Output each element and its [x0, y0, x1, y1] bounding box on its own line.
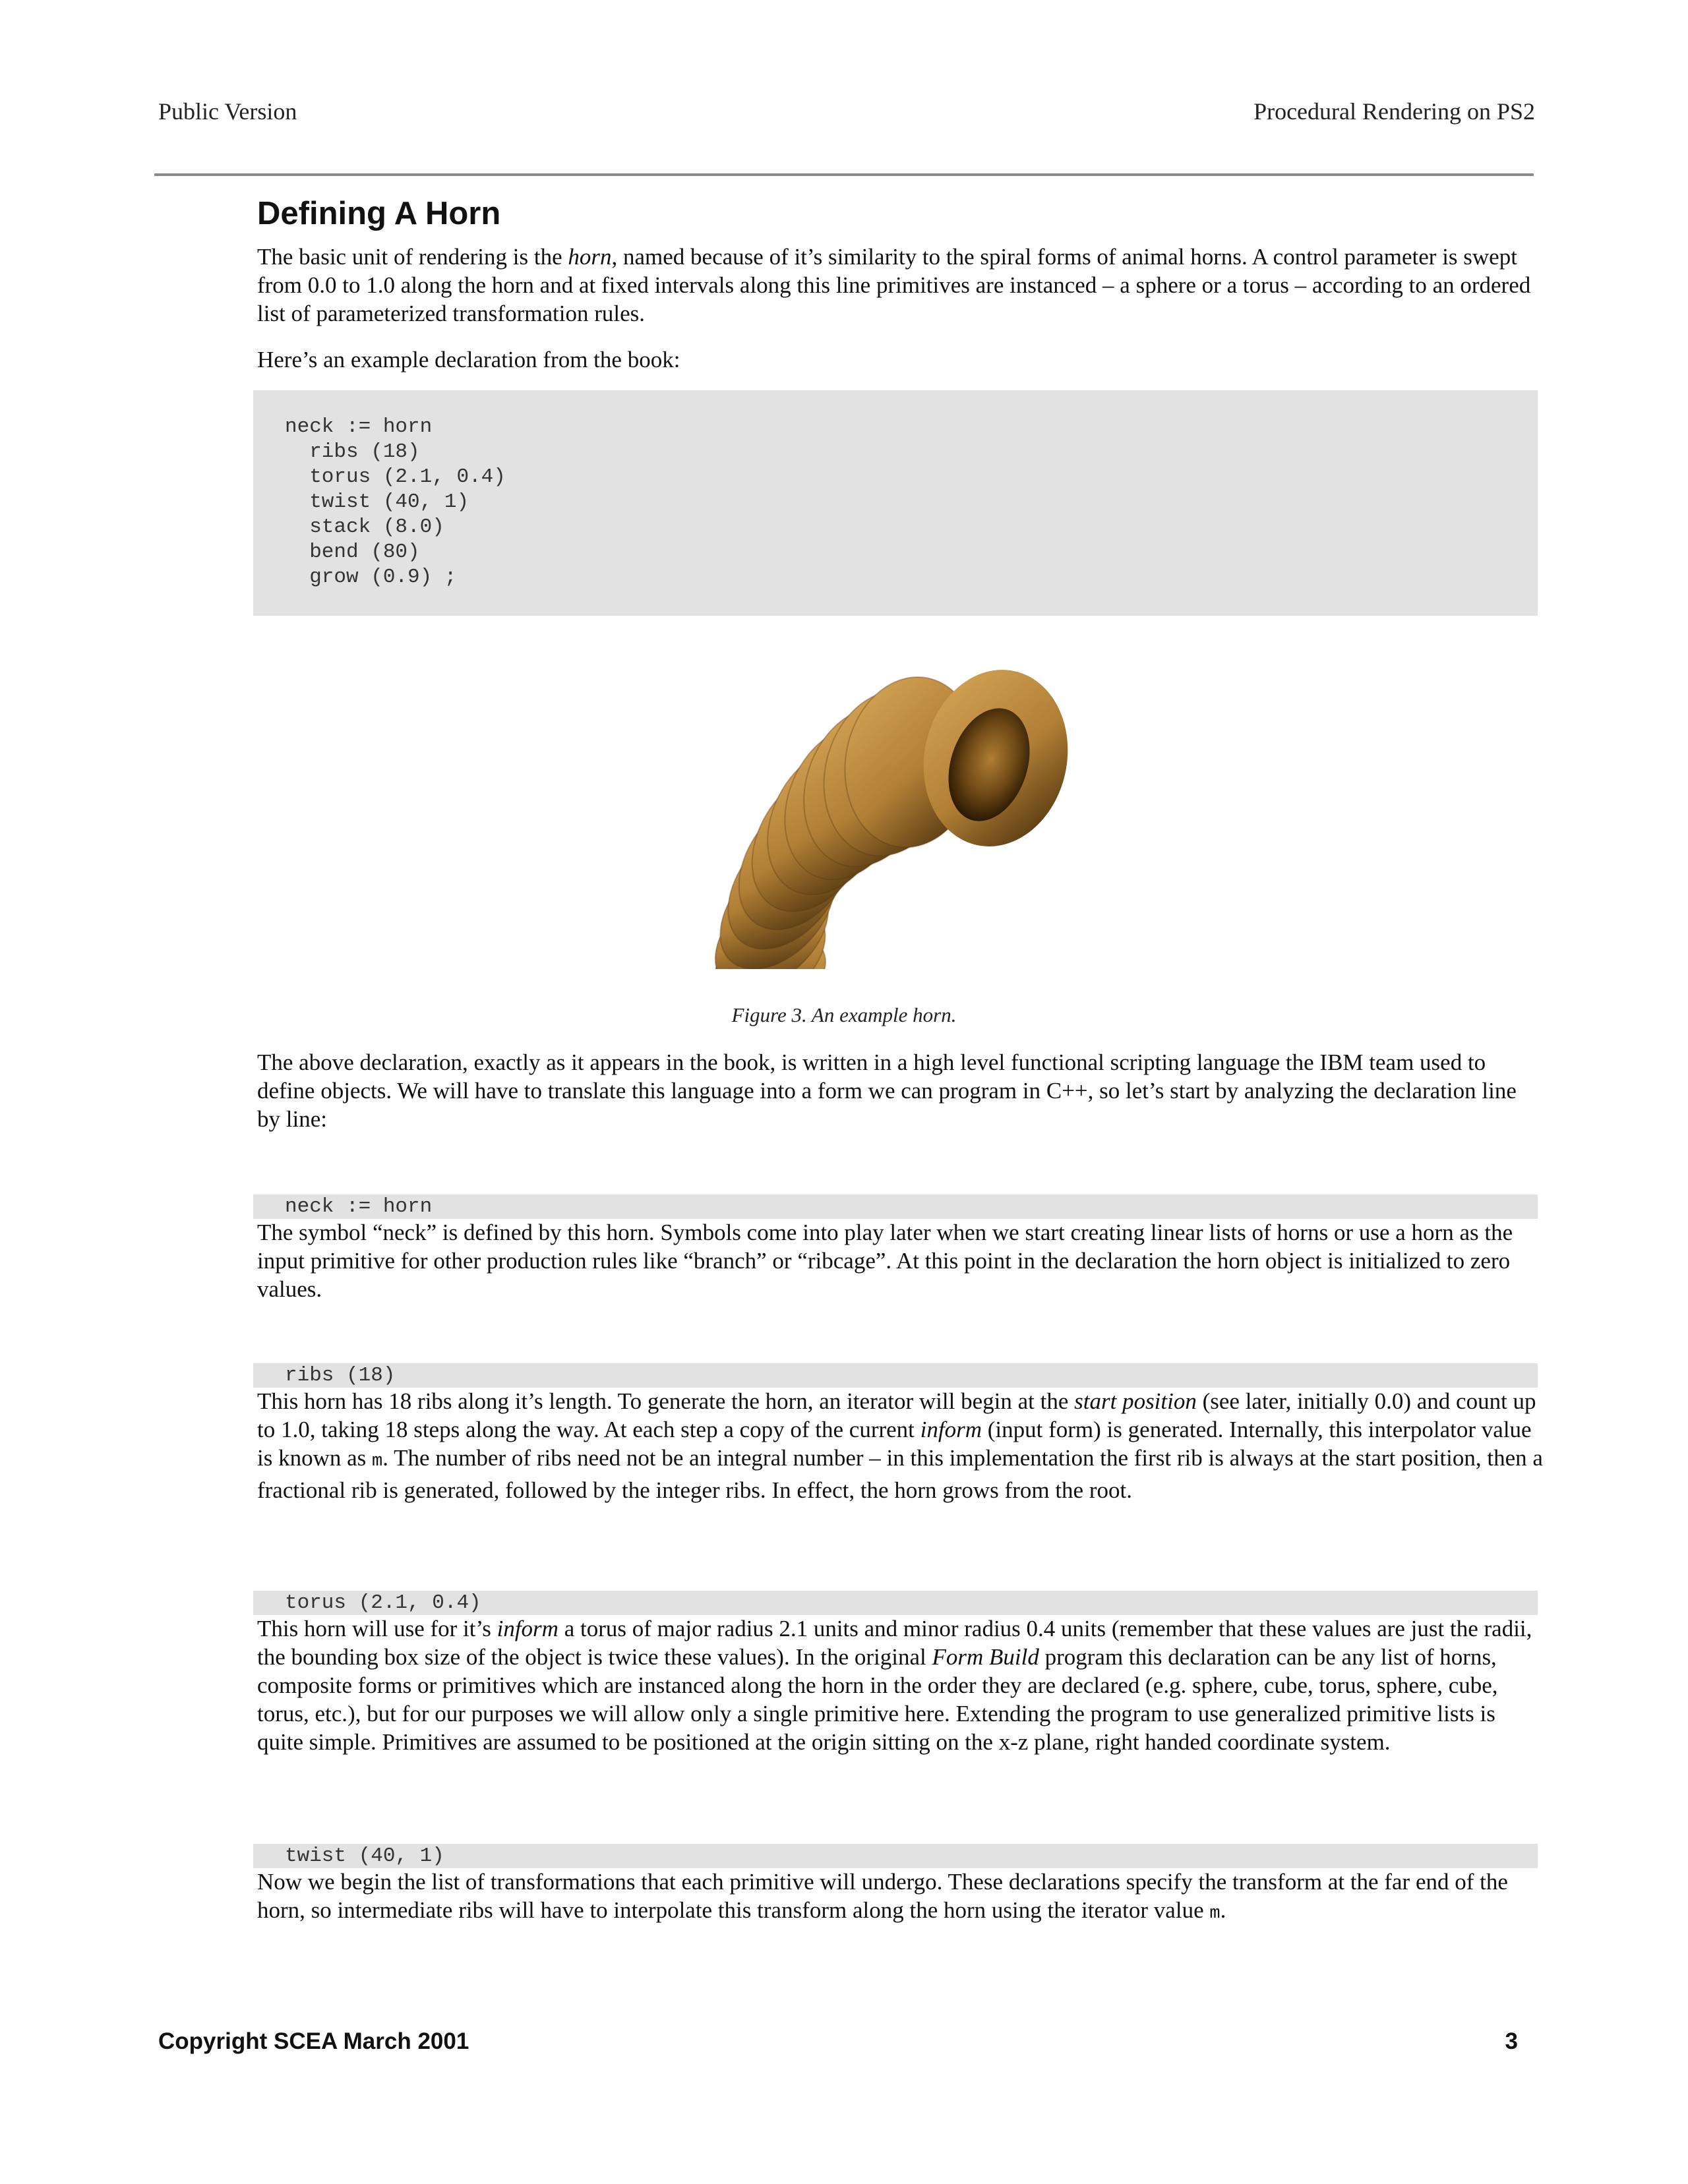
- torus-emphasis-form-build: Form Build: [932, 1644, 1039, 1670]
- ribs-text-3: (input form) is generated. Internally, this interpolator value is known as: [257, 1417, 1532, 1471]
- declaration-desc-ribs: [257, 1387, 1543, 1504]
- intro-text-1: The basic unit of rendering is the: [257, 244, 568, 270]
- ribs-emphasis-start-position: start position: [1074, 1388, 1197, 1414]
- declaration-code-neck: [253, 1195, 1538, 1219]
- twist-code-m: m: [1209, 1904, 1221, 1924]
- section-title: Defining A Horn: [257, 196, 501, 231]
- ribs-emphasis-inform: inform: [920, 1417, 982, 1442]
- declaration-desc-torus: [257, 1614, 1543, 1756]
- code-line: bend (80): [285, 541, 420, 564]
- torus-text-2: a torus of major radius 2.1 units and minor radius 0.4 units (remember that these values are just the radii, the bounding box size of the object is twice these values). In the original: [257, 1616, 1532, 1670]
- code-block: [253, 390, 1538, 616]
- intro-emphasis-horn: horn: [568, 244, 612, 270]
- analysis-intro: The above declaration, exactly as it appears in the book, is written in a high level functional scripting language the IBM team used to define objects. We will have to translate this language into a form we can program in C++, so let’s start by analyzing the declaration line by line:: [257, 1049, 1517, 1132]
- torus-text-3: program this declaration can be any list of horns, composite forms or primitives which are instanced along the horn in the order they are declared (e.g. sphere, cube, torus, sphere, cube, torus, etc.), but for our purposes we will allow only a single primitive here. Extending the program to use generalized primitive lists is quite simple. Primitives are assumed to be positioned at the origin sitting on the x-z plane, right handed coordinate system.: [257, 1644, 1498, 1755]
- code-line: grow (0.9) ;: [285, 566, 457, 589]
- ribs-text-4: . The number of ribs need not be an integral number – in this implementation the first rib is always at the start position, then a fractional rib is generated, followed by the integer ribs. In effect, the horn grows from the root.: [257, 1445, 1543, 1503]
- ribs-text-1: This horn has 18 ribs along it’s length. To generate the horn, an iterator will begin at the: [257, 1388, 1075, 1414]
- torus-emphasis-inform: inform: [497, 1616, 558, 1641]
- footer-copyright: Copyright SCEA March 2001: [158, 2028, 469, 2054]
- declaration-desc-neck: The symbol “neck” is defined by this horn. Symbols come into play later when we start creating linear lists of horns or use a horn as the input primitive for other production rules like “branch” or “ribcage”. At this point in the declaration the horn object is initialized to zero values.: [257, 1220, 1513, 1302]
- intro-paragraph: [257, 243, 1538, 328]
- figure-caption: Figure 3. An example horn.: [731, 1003, 957, 1026]
- running-header-right: Procedural Rendering on PS2: [1253, 98, 1535, 125]
- code-line: torus (2.1, 0.4): [285, 465, 506, 488]
- declaration-code: twist (40, 1): [285, 1845, 444, 1868]
- declaration-code-torus: [253, 1591, 1538, 1615]
- code-line: stack (8.0): [285, 516, 444, 539]
- horn-figure: [706, 659, 1075, 969]
- ribs-text-2: (see later, initially 0.0) and count up to 1.0, taking 18 steps along the way. At each step a copy of the current: [257, 1388, 1536, 1442]
- ribs-code-m: m: [372, 1452, 383, 1471]
- declaration-code-twist: [253, 1844, 1538, 1868]
- torus-text-1: This horn will use for it’s: [257, 1616, 497, 1641]
- twist-text-1: Now we begin the list of transformations that each primitive will undergo. These declarations specify the transform at the far end of the horn, so intermediate ribs will have to interpolate this transform along the horn using the iterator value: [257, 1869, 1508, 1923]
- twist-text-2: .: [1220, 1897, 1226, 1923]
- declaration-code: torus (2.1, 0.4): [285, 1591, 481, 1614]
- declaration-code: ribs (18): [285, 1364, 396, 1387]
- header-rule: [154, 173, 1534, 176]
- code-line: neck := horn: [285, 415, 433, 438]
- declaration-code: neck := horn: [285, 1195, 433, 1218]
- intro-text-2: , named because of it’s similarity to the spiral forms of animal horns. A control parameter is swept from 0.0 to 1.0 along the horn and at fixed intervals along this line primitives are instanced – a sphere or a torus – according to an ordered list of parameterized transformation rules.: [257, 244, 1531, 326]
- page-number: 3: [1505, 2028, 1518, 2054]
- code-line: twist (40, 1): [285, 490, 469, 514]
- declaration-code-ribs: [253, 1363, 1538, 1388]
- code-line: ribs (18): [285, 440, 420, 463]
- running-header-left: Public Version: [158, 98, 297, 125]
- declaration-desc-twist: [257, 1868, 1543, 1928]
- example-intro: Here’s an example declaration from the book:: [257, 347, 680, 372]
